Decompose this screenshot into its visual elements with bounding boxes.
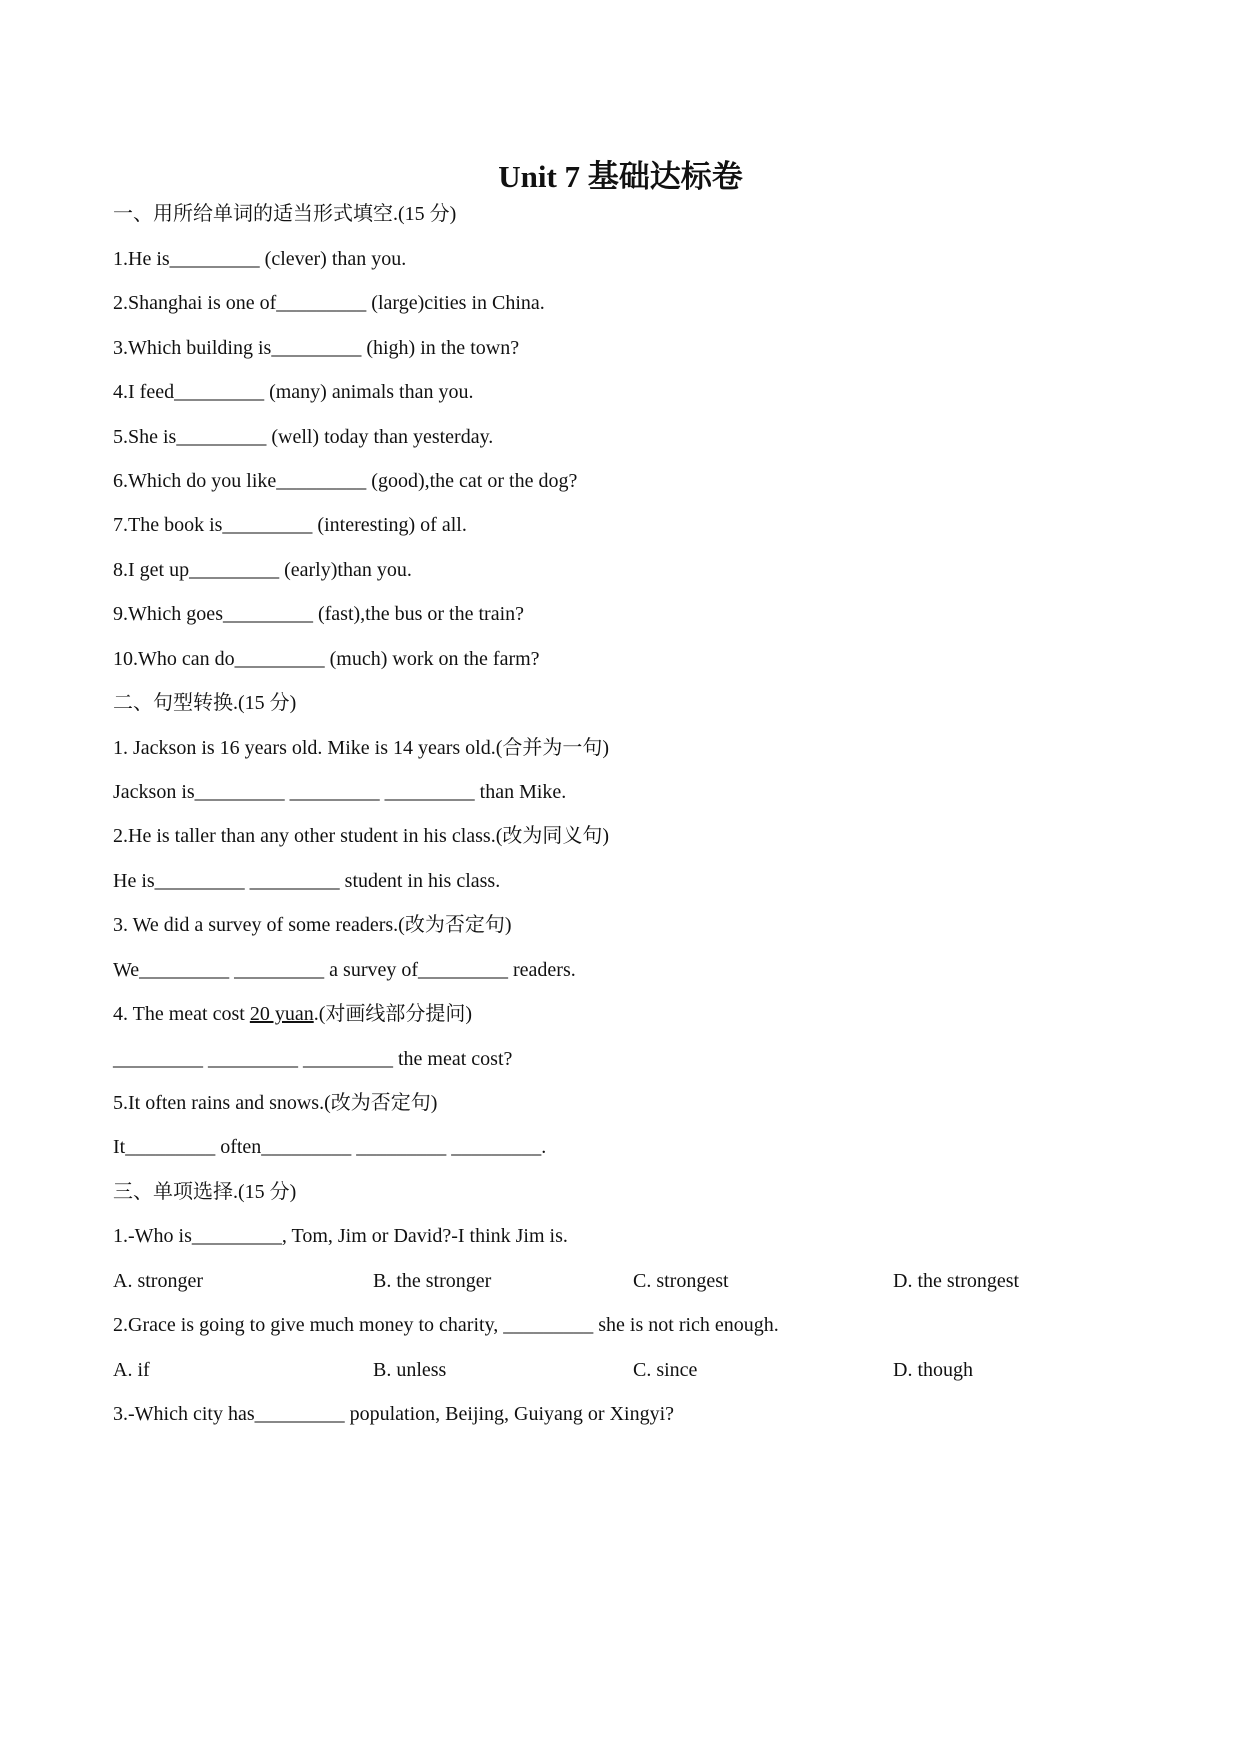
question-item: 6.Which do you like_________ (good),the cat or the dog? [113,470,578,492]
question-text: .(对画线部分提问) [313,1003,473,1025]
question-item: 3. We did a survey of some readers.(改为否定句) [113,914,512,936]
answer-line: We_________ _________ a survey of_________ readers. [113,959,576,981]
question-item: 2.He is taller than any other student in his class.(改为同义句) [113,825,610,847]
question-text: 4. The meat cost [113,1003,250,1025]
option-c: C. strongest [633,1270,729,1292]
option-d: D. the strongest [893,1270,1020,1292]
option-a: A. if [113,1359,150,1381]
section-1-heading: 一、用所给单词的适当形式填空.(15 分) [113,203,457,225]
question-item: 3.-Which city has_________ population, Beijing, Guiyang or Xingyi? [113,1403,675,1425]
answer-line: He is_________ _________ student in his class. [113,870,501,892]
answer-line: _________ _________ _________ the meat cost? [113,1048,513,1070]
question-item: 5.She is_________ (well) today than yesterday. [113,426,494,448]
option-a: A. stronger [113,1270,203,1292]
question-item: 10.Who can do_________ (much) work on the farm? [113,648,540,670]
option-d: D. though [893,1359,973,1381]
option-b: B. unless [373,1359,447,1381]
option-c: C. since [633,1359,698,1381]
question-item: 1. Jackson is 16 years old. Mike is 14 years old.(合并为一句) [113,737,610,759]
question-item: 2.Grace is going to give much money to charity, _________ she is not rich enough. [113,1314,779,1336]
question-item: 5.It often rains and snows.(改为否定句) [113,1092,438,1114]
page-title: Unit 7 基础达标卷 [498,159,743,194]
section-3-heading: 三、单项选择.(15 分) [113,1181,297,1203]
option-b: B. the stronger [373,1270,492,1292]
question-item: 3.Which building is_________ (high) in the town? [113,337,520,359]
underlined-part: 20 yuan [249,1003,314,1025]
answer-line: Jackson is_________ _________ _________ than Mike. [113,781,567,803]
question-item: 1.-Who is_________, Tom, Jim or David?-I think Jim is. [113,1225,568,1247]
question-item: 2.Shanghai is one of_________ (large)cities in China. [113,292,545,314]
question-item: 1.He is_________ (clever) than you. [113,248,407,270]
question-item [113,1000,472,1028]
question-item: 9.Which goes_________ (fast),the bus or the train? [113,603,525,625]
question-item: 8.I get up_________ (early)than you. [113,559,412,581]
question-item: 4.I feed_________ (many) animals than you. [113,381,474,403]
answer-line: It_________ often_________ _________ _________. [113,1136,547,1158]
question-item: 7.The book is_________ (interesting) of all. [113,514,467,536]
section-2-heading: 二、句型转换.(15 分) [113,692,297,714]
